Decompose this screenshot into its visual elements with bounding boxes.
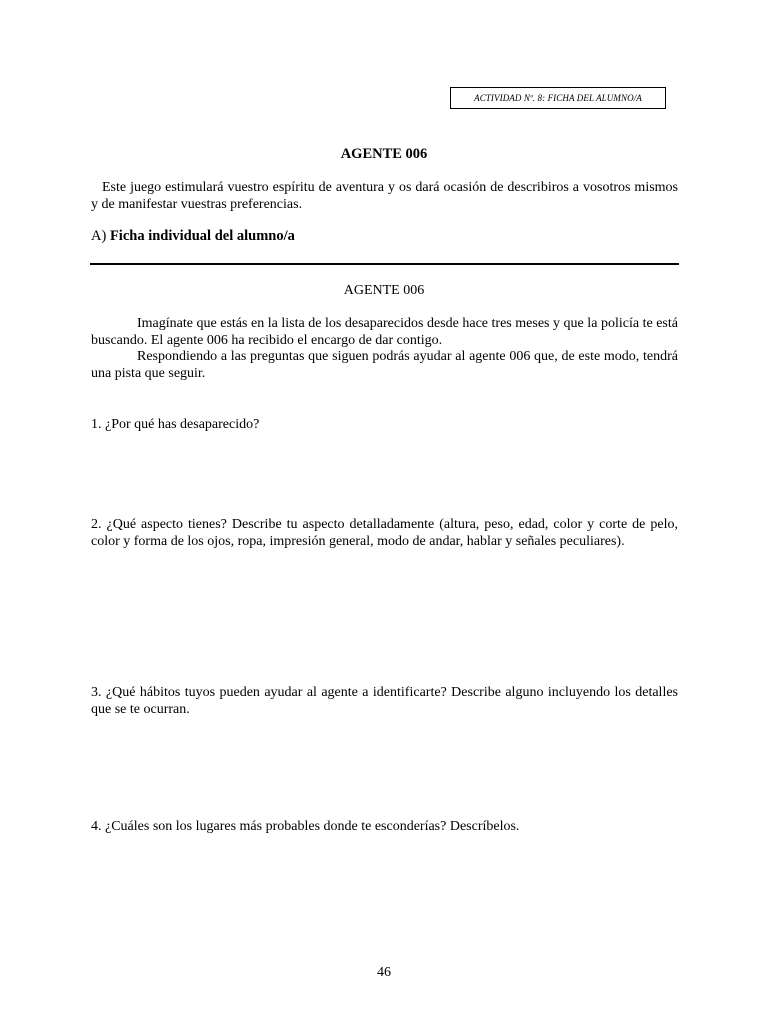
activity-label: ACTIVIDAD Nº. 8: FICHA DEL ALUMNO/A — [474, 93, 642, 103]
scenario-paragraph: Imagínate que estás en la lista de los desaparecidos desde hace tres meses y que la policía te está buscando. El agente 006 ha recibido el encargo de dar contigo. — [91, 316, 678, 348]
section-a-title: Ficha individual del alumno/a — [109, 228, 295, 244]
intro-paragraph: Este juego estimulará vuestro espíritu de aventura y os dará ocasión de describiros a vosotros mismos y de manifestar vuestras preferencias. — [91, 180, 678, 212]
instructions-paragraph: Respondiendo a las preguntas que siguen podrás ayudar al agente 006 que, de este modo, tendrá una pista que seguir. — [91, 349, 678, 381]
section-a-heading — [91, 228, 678, 245]
section-a-prefix: A) — [91, 228, 107, 244]
question-4: 4. ¿Cuáles son los lugares más probables donde te esconderías? Descríbelos. — [91, 819, 520, 834]
question-2: 2. ¿Qué aspecto tienes? Describe tu aspecto detalladamente (altura, peso, edad, color y corte de pelo, color y forma de los ojos, ropa, impresión general, modo de andar, hablar y señales peculiares). — [91, 517, 678, 549]
question-3: 3. ¿Qué hábitos tuyos pueden ayudar al agente a identificarte? Describe alguno incluyendo los detalles que se te ocurran. — [91, 685, 678, 717]
page-number: 46 — [377, 965, 391, 980]
document-subtitle: AGENTE 006 — [343, 283, 425, 298]
activity-header-box — [450, 87, 666, 109]
document-title: AGENTE 006 — [340, 146, 428, 162]
question-1: 1. ¿Por qué has desaparecido? — [91, 417, 260, 432]
horizontal-divider — [90, 263, 679, 265]
